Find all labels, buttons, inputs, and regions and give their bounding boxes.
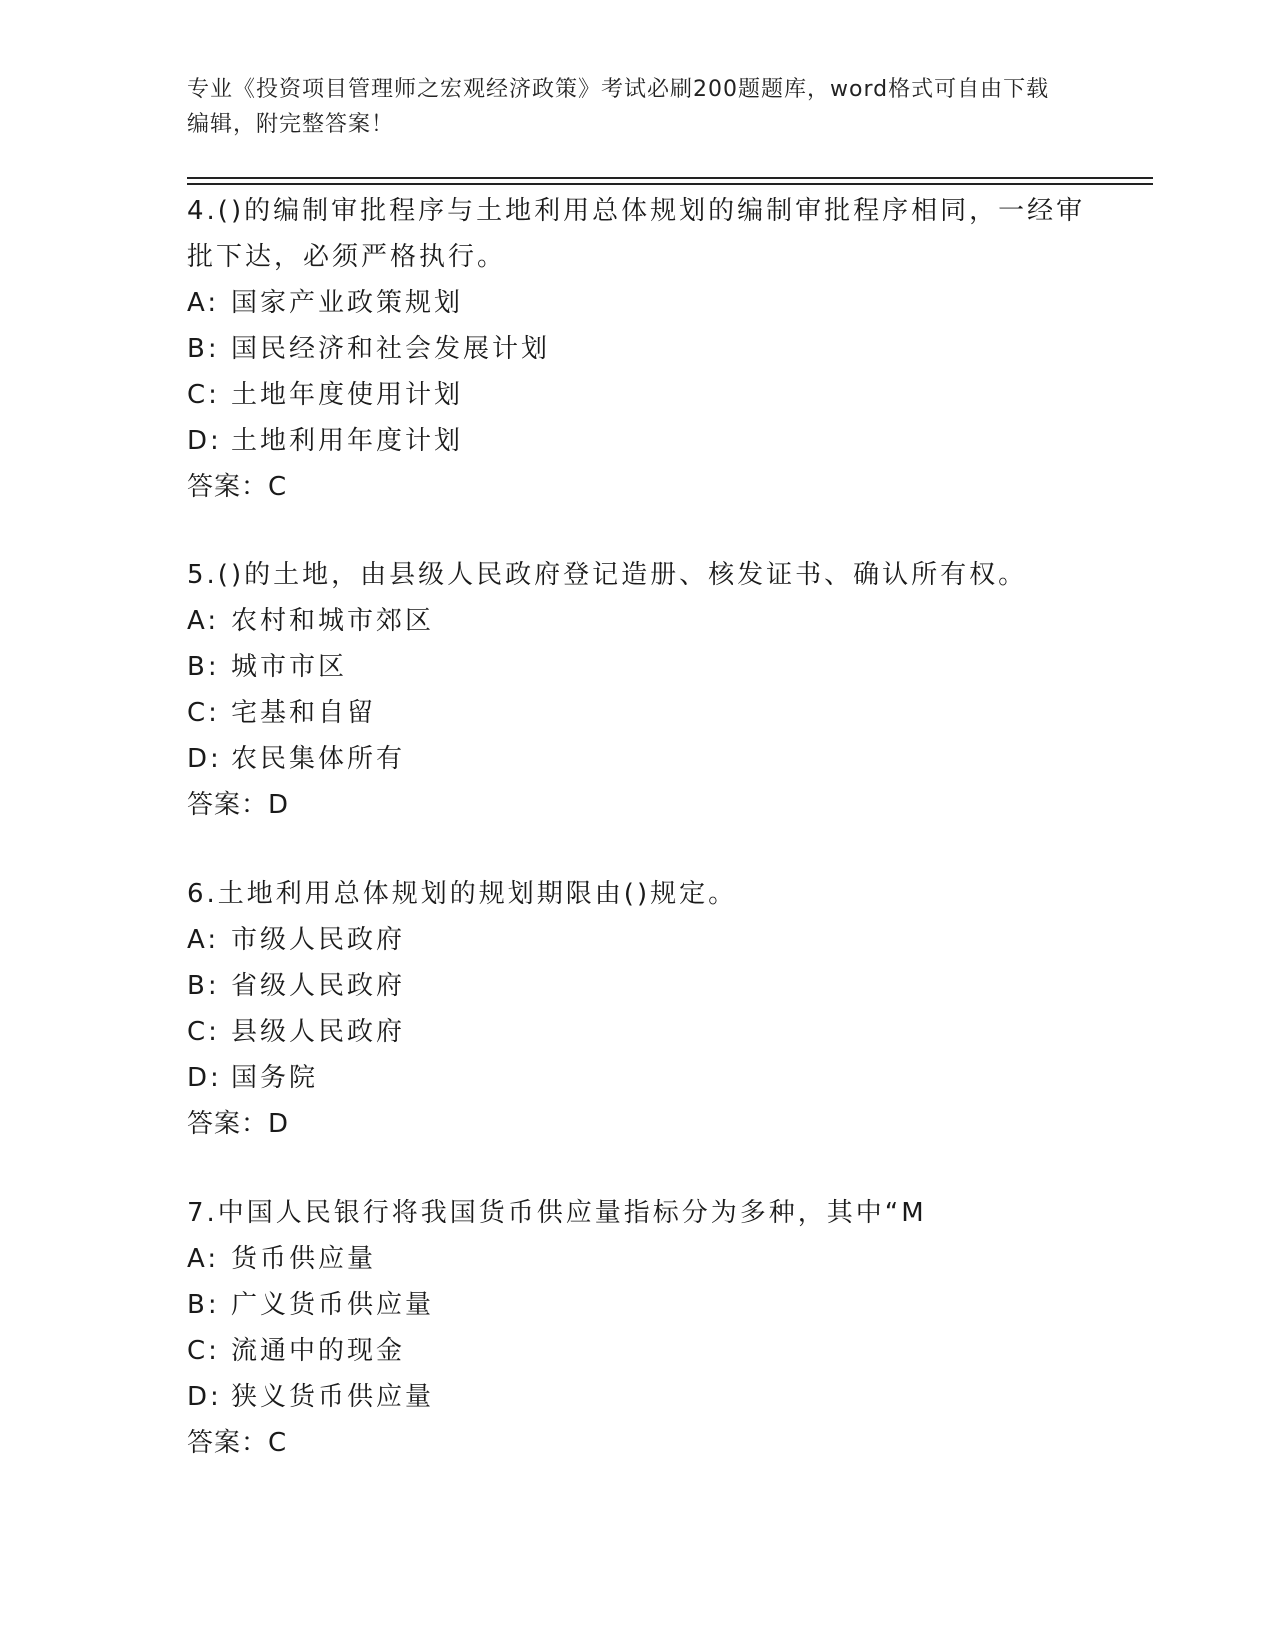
answer-line: 答案：D — [187, 1109, 290, 1139]
header-rule-top — [187, 177, 1153, 179]
option-letter: A: — [187, 606, 220, 636]
option-text: 流通中的现金 — [231, 1336, 406, 1366]
answer-line: 答案：C — [187, 472, 288, 502]
option-a — [187, 280, 1087, 326]
option-text: 县级人民政府 — [231, 1017, 406, 1047]
option-d — [187, 1055, 1087, 1101]
option-d — [187, 1374, 1087, 1420]
option-text: 宅基和自留 — [231, 698, 377, 728]
option-letter: B: — [187, 971, 220, 1001]
option-b — [187, 644, 1087, 690]
option-text: 农村和城市郊区 — [231, 606, 435, 636]
option-letter: A: — [187, 1244, 220, 1274]
option-text: 土地年度使用计划 — [231, 380, 464, 410]
option-letter: D: — [187, 426, 222, 456]
option-text: 国家产业政策规划 — [231, 288, 464, 318]
option-b — [187, 1282, 1087, 1328]
option-letter: A: — [187, 288, 220, 318]
question-block — [187, 871, 1087, 1147]
question-block — [187, 188, 1087, 510]
option-letter: D: — [187, 1382, 222, 1412]
option-letter: B: — [187, 652, 220, 682]
option-text: 市级人民政府 — [231, 925, 406, 955]
option-d — [187, 418, 1087, 464]
option-b — [187, 963, 1087, 1009]
option-b — [187, 326, 1087, 372]
option-letter: C: — [187, 380, 220, 410]
option-d — [187, 736, 1087, 782]
option-text: 货币供应量 — [231, 1244, 377, 1274]
answer-line: 答案：D — [187, 790, 290, 820]
answer-line: 答案：C — [187, 1428, 288, 1458]
option-a — [187, 1236, 1087, 1282]
document-header: 专业《投资项目管理师之宏观经济政策》考试必刷200题题库，word格式可自由下载编辑，附完整答案！ — [187, 77, 1050, 137]
question-stem: 4.()的编制审批程序与土地利用总体规划的编制审批程序相同，一经审批下达，必须严格执行。 — [187, 196, 1086, 272]
option-text: 国务院 — [231, 1063, 319, 1093]
option-text: 狭义货币供应量 — [231, 1382, 435, 1412]
option-a — [187, 598, 1087, 644]
option-a — [187, 917, 1087, 963]
option-text: 土地利用年度计划 — [231, 426, 464, 456]
option-letter: C: — [187, 698, 220, 728]
header-rule-bottom — [187, 183, 1153, 185]
question-block — [187, 1190, 1087, 1466]
option-letter: C: — [187, 1336, 220, 1366]
option-letter: D: — [187, 744, 222, 774]
option-c — [187, 1328, 1087, 1374]
option-letter: C: — [187, 1017, 220, 1047]
option-text: 农民集体所有 — [231, 744, 406, 774]
option-c — [187, 690, 1087, 736]
option-letter: A: — [187, 925, 220, 955]
option-text: 省级人民政府 — [231, 971, 406, 1001]
option-letter: B: — [187, 334, 220, 364]
question-stem: 7.中国人民银行将我国货币供应量指标分为多种，其中“M — [187, 1198, 927, 1228]
question-stem: 6.土地利用总体规划的规划期限由()规定。 — [187, 879, 738, 909]
question-block — [187, 552, 1087, 828]
option-text: 城市市区 — [231, 652, 348, 682]
option-c — [187, 1009, 1087, 1055]
option-letter: D: — [187, 1063, 222, 1093]
question-stem: 5.()的土地，由县级人民政府登记造册、核发证书、确认所有权。 — [187, 560, 1028, 590]
option-c — [187, 372, 1087, 418]
option-text: 国民经济和社会发展计划 — [231, 334, 551, 364]
option-text: 广义货币供应量 — [231, 1290, 435, 1320]
option-letter: B: — [187, 1290, 220, 1320]
